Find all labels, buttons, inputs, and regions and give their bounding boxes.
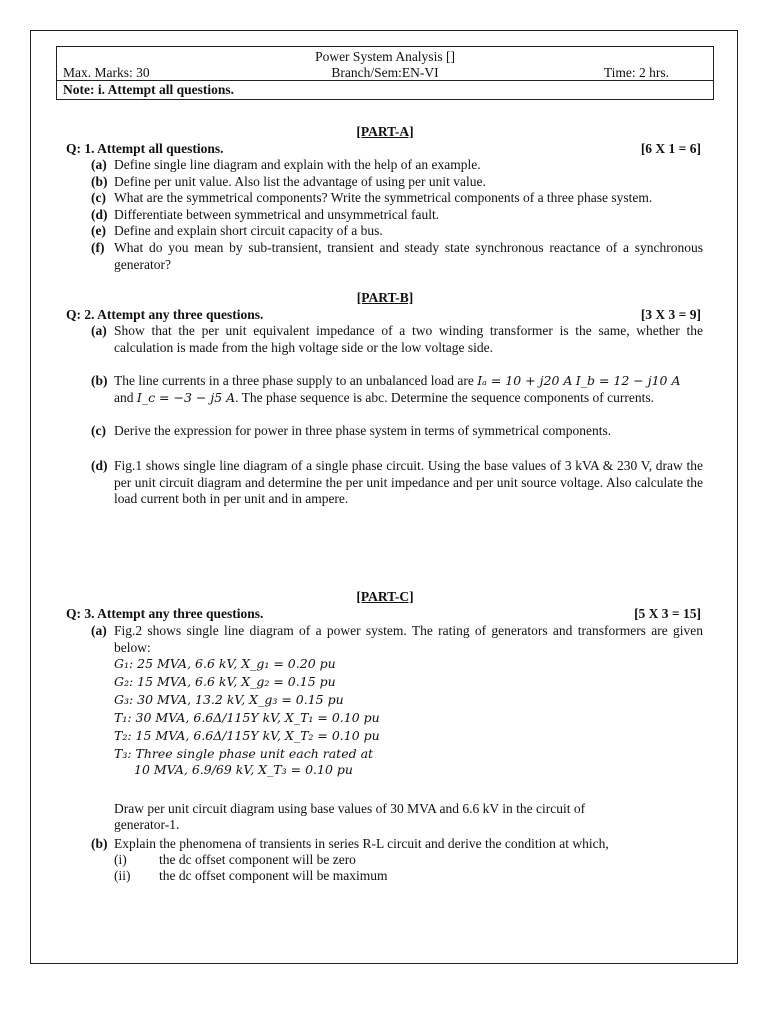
exam-time: Time: 2 hrs. — [603, 65, 669, 80]
q1-item-f: (f) What do you mean by sub-transient, transient and steady state synchronous reactance of a synchronous generator? — [91, 240, 703, 272]
q1-item-c: (c) What are the symmetrical components? Write the symmetrical components of a three phase system. — [91, 190, 653, 205]
question-3-marks: [5 X 3 = 15] — [634, 606, 701, 621]
question-3 — [66, 606, 701, 622]
q1-item-d: (d) Differentiate between symmetrical and unsymmetrical fault. — [91, 207, 440, 222]
q1-item-a: (a) Define single line diagram and explain with the help of an example. — [91, 157, 481, 172]
question-2-label: Q: 2. Attempt any three questions. — [66, 307, 264, 322]
question-3-label: Q: 3. Attempt any three questions. — [66, 606, 264, 621]
question-1 — [66, 141, 701, 157]
part-a-heading: [PART-A] — [356, 124, 414, 139]
q1-item-e: (e) Define and explain short circuit capacity of a bus. — [91, 223, 383, 238]
rating-g3: G₃: 30 MVA, 13.2 kV, X_g₃ = 0.15 pu — [114, 692, 344, 707]
q1-item-b: (b) Define per unit value. Also list the advantage of using per unit value. — [91, 174, 486, 189]
current-ib: I_b = 12 − j10 A — [575, 373, 681, 388]
rating-t1: T₁: 30 MVA, 6.6Δ/115Y kV, X_T₁ = 0.10 pu — [114, 710, 380, 725]
max-marks: Max. Marks: 30 — [63, 65, 150, 80]
branch-sem: Branch/Sem:EN-VI — [331, 65, 439, 80]
question-2 — [66, 307, 701, 323]
exam-header — [56, 46, 714, 100]
q3-item-a: (a) Fig.2 shows single line diagram of a power system. The rating of generators and transformers are given below: — [91, 623, 703, 655]
rating-g2: G₂: 15 MVA, 6.6 kV, X_g₂ = 0.15 pu — [114, 674, 336, 689]
exam-paper: Power System Analysis [] Branch/Sem:EN-VI Max. Marks: 30 Time: 2 hrs. Note: i. Attempt all questions. [PART-A] Q: 1. Attempt all questions. [6 X 1 = 6] (a) Define single line diagram and explain with the help of an example. (b) Define per unit value. Also list the advantage of using per unit value. (c) What are the symmetrical components? Write the symmetrical components of a three phase system. (d) Differentiate between symmetrical and unsymmetrical fault. (e) Define and explain short circuit capacity of a bus. (f) What do you mean by sub-transient, transient and steady state synchronous reactance of a synchronous generator? [PART-B] Q: 2. Attempt any three questions. [3 X 3 = 9] (a) Show that the per unit equivalent impedance of a two winding transformer is the same, whether the calculation is made from the high voltage side or the low voltage side. (b) The line currents in a three phase supply to an unbalanced load are Iₐ = 10 + j20 A I_b = 12 − j10 A and I_c = −3 − j5 A. The phase sequence is abc. Determine the sequence components of currents. (c) Derive the expression for power in three phase system in terms of symmetrical components. (d) Fig.1 shows single line diagram of a single phase circuit. Using the base values of 3 kVA & 230 V, draw the per unit circuit diagram and determine the per unit impedance and per unit source voltage. Also calculate the load current both in per unit and in ampere. [PART-C] Q: 3. Attempt any three questions. [5 X 3 = 15] (a) Fig.2 shows single line diagram of a power system. The rating of generators and transformers are given below: G₁: 25 MVA, 6.6 kV, X_g₁ = 0.20 pu G₂: 15 MVA, 6.6 kV, X_g₂ = 0.15 pu G₃: 30 MVA, 13.2 kV, X_g₃ = 0.15 pu T₁: 30 MVA, 6.6Δ/115Y kV, X_T₁ = 0.10 pu T₂: 15 MVA, 6.6Δ/115Y kV, X_T₂ = 0.10 pu T₃: Three single phase unit each rated at 10 MVA, 6.9/69 kV, X_T₃ = 0.10 pu Draw per unit circuit diagram using base values of 30 MVA and 6.6 kV in the circuit of generator-1. (b) Explain the phenomena of transients in series R-L circuit and derive the condition at which, (i) the dc offset component will be zero (ii) the dc offset component will be maximum — [30, 30, 738, 964]
q2-item-b: (b) The line currents in a three phase supply to an unbalanced load are Iₐ = 10 + j20 A I_b = 12 − j10 A and I_c = −3 − j5 A. The phase sequence is abc. Determine the sequence components of currents. — [91, 373, 681, 405]
q3-item-a-instruction: Draw per unit circuit diagram using base values of 30 MVA and 6.6 kV in the circuit of generator-1. — [114, 801, 586, 832]
rating-g1: G₁: 25 MVA, 6.6 kV, X_g₁ = 0.20 pu — [114, 656, 336, 671]
q2-item-d: (d) Fig.1 shows single line diagram of a single phase circuit. Using the base values of 3 kVA & 230 V, draw the per unit circuit diagram and determine the per unit impedance and per unit source voltage. Also calculate the load current both in per unit and in ampere. — [91, 458, 703, 506]
q2-item-a: (a) Show that the per unit equivalent impedance of a two winding transformer is the same, whether the calculation is made from the high voltage side or the low voltage side. — [91, 323, 703, 355]
q3-item-b: (b) Explain the phenomena of transients in series R-L circuit and derive the condition at which, — [91, 836, 609, 851]
current-ia: Iₐ = 10 + j20 A — [477, 373, 573, 388]
part-b-heading: [PART-B] — [356, 290, 414, 305]
rating-t3: T₃: Three single phase unit each rated at — [114, 746, 374, 761]
question-1-marks: [6 X 1 = 6] — [640, 141, 701, 156]
exam-note: Note: i. Attempt all questions. — [63, 82, 234, 97]
rating-t2: T₂: 15 MVA, 6.6Δ/115Y kV, X_T₂ = 0.10 pu — [114, 728, 380, 743]
part-c-heading: [PART-C] — [356, 589, 414, 604]
question-2-marks: [3 X 3 = 9] — [640, 307, 701, 322]
q2-item-c: (c) Derive the expression for power in three phase system in terms of symmetrical components. — [91, 423, 612, 438]
course-title: Power System Analysis [] — [315, 49, 455, 64]
question-1-label: Q: 1. Attempt all questions. — [66, 141, 224, 156]
current-ic: I_c = −3 − j5 A — [136, 389, 236, 405]
rating-t3-detail: 10 MVA, 6.9/69 kV, X_T₃ = 0.10 pu — [134, 762, 353, 777]
